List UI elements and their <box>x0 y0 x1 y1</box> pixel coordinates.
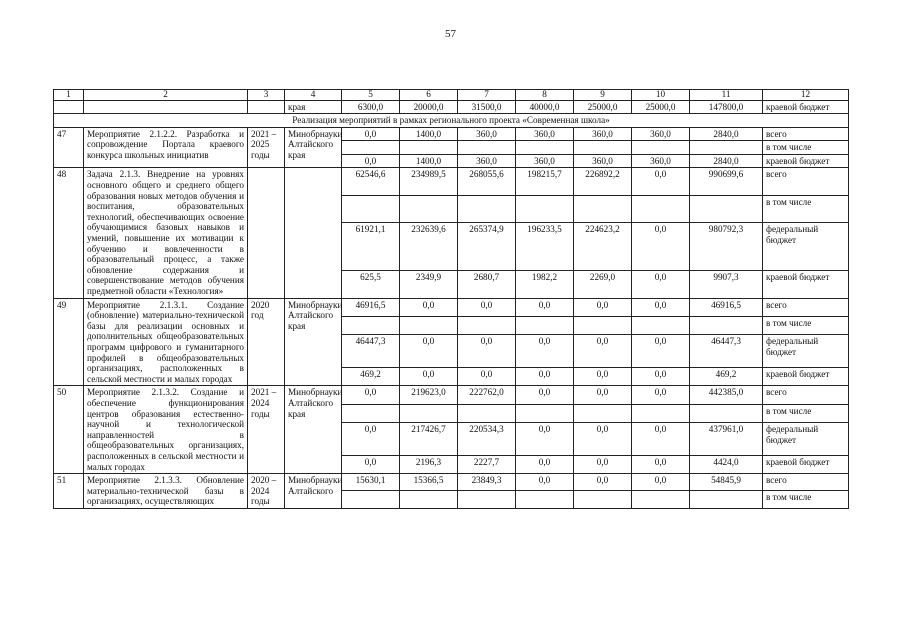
value-cell: 2227,7 <box>458 455 516 473</box>
table-row <box>54 298 849 316</box>
period-cell <box>248 100 285 114</box>
value-cell: 360,0 <box>632 127 690 141</box>
value-cell: 360,0 <box>516 154 574 168</box>
value-cell: 23849,3 <box>458 474 516 491</box>
source-cell: всего <box>763 127 849 141</box>
value-cell: 469,2 <box>690 367 763 385</box>
value-cell: 0,0 <box>632 271 690 298</box>
source-cell: краевой бюджет <box>763 154 849 168</box>
value-cell: 0,0 <box>574 386 632 404</box>
value-cell <box>516 141 574 155</box>
value-cell <box>516 316 574 334</box>
value-cell <box>400 141 458 155</box>
header-cell: 12 <box>763 90 849 101</box>
header-cell: 5 <box>342 90 400 101</box>
value-cell: 198215,7 <box>516 168 574 195</box>
row-number-cell <box>54 100 84 114</box>
value-cell: 9907,3 <box>690 271 763 298</box>
value-cell: 224623,2 <box>574 222 632 270</box>
value-cell: 625,5 <box>342 271 400 298</box>
header-cell: 7 <box>458 90 516 101</box>
name-cell: Мероприятие 2.1.3.2. Создание и обеспечение функционирования центров образования естественно-научной и технологической направленностей в общеобразовательных организациях, расположенных в сельской местности и малых городах <box>84 386 248 474</box>
header-cell: 10 <box>632 90 690 101</box>
value-cell <box>400 491 458 508</box>
executor-cell: Минобрнауки Алтайского края <box>285 127 342 168</box>
value-cell <box>400 195 458 222</box>
value-cell <box>342 141 400 155</box>
value-cell: 219623,0 <box>400 386 458 404</box>
value-cell <box>516 491 574 508</box>
table-row <box>54 127 849 141</box>
name-cell: Мероприятие 2.1.2.2. Разработка и сопровождение Портала краевого конкурса школьных инициатив <box>84 127 248 168</box>
value-cell: 360,0 <box>458 154 516 168</box>
value-cell: 2680,7 <box>458 271 516 298</box>
value-cell: 0,0 <box>516 367 574 385</box>
value-cell: 0,0 <box>516 335 574 368</box>
value-cell: 0,0 <box>632 386 690 404</box>
value-cell <box>458 316 516 334</box>
source-cell: федеральный бюджет <box>763 335 849 368</box>
program-table <box>53 89 849 509</box>
value-cell: 4424,0 <box>690 455 763 473</box>
source-cell: в том числе <box>763 491 849 508</box>
value-cell: 217426,7 <box>400 423 458 456</box>
value-cell <box>400 404 458 422</box>
value-cell: 0,0 <box>342 127 400 141</box>
page-number: 57 <box>445 28 456 40</box>
row-number-cell: 48 <box>54 168 84 298</box>
header-cell: 1 <box>54 90 84 101</box>
row-number-cell: 51 <box>54 474 84 509</box>
value-cell: 46447,3 <box>690 335 763 368</box>
name-cell: Мероприятие 2.1.3.1. Создание (обновление) материально-технической базы для реализации основных и дополнительных общеобразовательных программ цифрового и гуманитарного профилей в общеобразовательных организациях, расположенных в сельской местности и малых городах <box>84 298 248 386</box>
executor-cell: края <box>285 100 342 114</box>
source-cell: всего <box>763 474 849 491</box>
period-cell: 2020 – 2024 годы <box>248 474 285 509</box>
value-cell: 469,2 <box>342 367 400 385</box>
value-cell: 0,0 <box>574 455 632 473</box>
value-cell <box>458 195 516 222</box>
value-cell: 0,0 <box>632 423 690 456</box>
value-cell: 0,0 <box>632 168 690 195</box>
value-cell: 15366,5 <box>400 474 458 491</box>
value-cell: 0,0 <box>342 154 400 168</box>
value-cell: 0,0 <box>632 474 690 491</box>
value-cell <box>574 316 632 334</box>
value-cell: 990699,6 <box>690 168 763 195</box>
value-cell: 0,0 <box>342 386 400 404</box>
value-cell: 1400,0 <box>400 154 458 168</box>
table-row <box>54 386 849 404</box>
value-cell <box>690 316 763 334</box>
value-cell: 147800,0 <box>690 100 763 114</box>
table-row <box>54 474 849 491</box>
value-cell: 25000,0 <box>632 100 690 114</box>
value-cell <box>458 404 516 422</box>
name-cell <box>84 100 248 114</box>
value-cell: 0,0 <box>516 474 574 491</box>
value-cell: 46447,3 <box>342 335 400 368</box>
value-cell: 0,0 <box>574 423 632 456</box>
value-cell: 2196,3 <box>400 455 458 473</box>
value-cell: 40000,0 <box>516 100 574 114</box>
value-cell <box>632 316 690 334</box>
executor-cell <box>285 168 342 298</box>
value-cell: 0,0 <box>458 367 516 385</box>
value-cell: 360,0 <box>516 127 574 141</box>
header-cell: 11 <box>690 90 763 101</box>
value-cell: 0,0 <box>400 367 458 385</box>
table-row <box>54 168 849 195</box>
value-cell <box>574 141 632 155</box>
source-cell: в том числе <box>763 316 849 334</box>
value-cell: 1982,2 <box>516 271 574 298</box>
header-cell: 4 <box>285 90 342 101</box>
table-row <box>54 100 849 114</box>
value-cell <box>400 316 458 334</box>
value-cell <box>690 491 763 508</box>
name-cell: Задача 2.1.3. Внедрение на уровнях основного общего и среднего общего образования новых методов обучения и воспитания, образовательных технологий, обеспечивающих освоение обучающимися базовых навыков и умений, повышение их мотивации к обучению и вовлеченности в образовательный процесс, а также обновление содержания и совершенствование методов обучения предметной области «Технология» <box>84 168 248 298</box>
value-cell: 196233,5 <box>516 222 574 270</box>
executor-cell: Минобрнауки Алтайского <box>285 474 342 509</box>
source-cell: в том числе <box>763 141 849 155</box>
value-cell <box>342 316 400 334</box>
value-cell: 0,0 <box>342 423 400 456</box>
value-cell: 46916,5 <box>342 298 400 316</box>
value-cell: 2349,9 <box>400 271 458 298</box>
source-cell: федеральный бюджет <box>763 222 849 270</box>
value-cell: 0,0 <box>400 335 458 368</box>
value-cell: 226892,2 <box>574 168 632 195</box>
value-cell: 268055,6 <box>458 168 516 195</box>
value-cell: 0,0 <box>632 335 690 368</box>
value-cell <box>690 195 763 222</box>
executor-cell: Минобрнауки Алтайского края <box>285 298 342 386</box>
period-cell: 2021 – 2024 годы <box>248 386 285 474</box>
value-cell <box>516 195 574 222</box>
period-cell <box>248 168 285 298</box>
value-cell: 46916,5 <box>690 298 763 316</box>
value-cell: 61921,1 <box>342 222 400 270</box>
value-cell: 20000,0 <box>400 100 458 114</box>
value-cell: 0,0 <box>574 335 632 368</box>
value-cell: 265374,9 <box>458 222 516 270</box>
value-cell: 0,0 <box>574 367 632 385</box>
header-cell: 3 <box>248 90 285 101</box>
value-cell: 232639,6 <box>400 222 458 270</box>
header-cell: 2 <box>84 90 248 101</box>
source-cell: краевой бюджет <box>763 100 849 114</box>
value-cell <box>574 404 632 422</box>
value-cell <box>516 404 574 422</box>
value-cell <box>690 141 763 155</box>
period-cell: 2020 год <box>248 298 285 386</box>
value-cell: 980792,3 <box>690 222 763 270</box>
value-cell: 31500,0 <box>458 100 516 114</box>
value-cell: 234989,5 <box>400 168 458 195</box>
value-cell <box>632 195 690 222</box>
value-cell <box>574 491 632 508</box>
value-cell: 0,0 <box>632 367 690 385</box>
value-cell: 25000,0 <box>574 100 632 114</box>
value-cell: 6300,0 <box>342 100 400 114</box>
value-cell: 1400,0 <box>400 127 458 141</box>
value-cell: 0,0 <box>632 298 690 316</box>
value-cell: 442385,0 <box>690 386 763 404</box>
value-cell <box>458 141 516 155</box>
value-cell: 0,0 <box>516 298 574 316</box>
value-cell: 0,0 <box>342 455 400 473</box>
source-cell: краевой бюджет <box>763 271 849 298</box>
value-cell: 0,0 <box>516 386 574 404</box>
value-cell: 220534,3 <box>458 423 516 456</box>
value-cell: 2269,0 <box>574 271 632 298</box>
header-row <box>54 90 849 101</box>
value-cell <box>574 195 632 222</box>
value-cell: 0,0 <box>516 455 574 473</box>
period-cell: 2021 – 2025 годы <box>248 127 285 168</box>
value-cell: 62546,6 <box>342 168 400 195</box>
source-cell: краевой бюджет <box>763 455 849 473</box>
row-number-cell: 49 <box>54 298 84 386</box>
row-number-cell: 50 <box>54 386 84 474</box>
value-cell: 54845,9 <box>690 474 763 491</box>
value-cell: 437961,0 <box>690 423 763 456</box>
value-cell <box>690 404 763 422</box>
value-cell: 0,0 <box>574 298 632 316</box>
value-cell: 0,0 <box>516 423 574 456</box>
value-cell <box>632 141 690 155</box>
value-cell: 360,0 <box>574 127 632 141</box>
source-cell: всего <box>763 298 849 316</box>
value-cell <box>632 404 690 422</box>
value-cell <box>458 491 516 508</box>
source-cell: всего <box>763 386 849 404</box>
value-cell: 0,0 <box>632 222 690 270</box>
header-cell: 6 <box>400 90 458 101</box>
header-cell: 8 <box>516 90 574 101</box>
value-cell: 360,0 <box>632 154 690 168</box>
name-cell: Мероприятие 2.1.3.3. Обновление материально-технической базы в организациях, осуществляющих <box>84 474 248 509</box>
value-cell: 360,0 <box>458 127 516 141</box>
source-cell: федеральный бюджет <box>763 423 849 456</box>
value-cell: 0,0 <box>400 298 458 316</box>
source-cell: в том числе <box>763 404 849 422</box>
value-cell <box>632 491 690 508</box>
section-row <box>54 114 849 128</box>
row-number-cell: 47 <box>54 127 84 168</box>
executor-cell: Минобрнауки Алтайского края <box>285 386 342 474</box>
value-cell: 0,0 <box>574 474 632 491</box>
value-cell <box>342 404 400 422</box>
source-cell: всего <box>763 168 849 195</box>
header-cell: 9 <box>574 90 632 101</box>
value-cell: 2840,0 <box>690 127 763 141</box>
source-cell: краевой бюджет <box>763 367 849 385</box>
source-cell: в том числе <box>763 195 849 222</box>
section-title: Реализация мероприятий в рамках регионального проекта «Современная школа» <box>54 114 849 128</box>
value-cell <box>342 195 400 222</box>
value-cell: 222762,0 <box>458 386 516 404</box>
value-cell: 360,0 <box>574 154 632 168</box>
value-cell: 0,0 <box>632 455 690 473</box>
table-body <box>54 90 849 509</box>
value-cell: 0,0 <box>458 298 516 316</box>
value-cell <box>342 491 400 508</box>
value-cell: 0,0 <box>458 335 516 368</box>
value-cell: 15630,1 <box>342 474 400 491</box>
value-cell: 2840,0 <box>690 154 763 168</box>
